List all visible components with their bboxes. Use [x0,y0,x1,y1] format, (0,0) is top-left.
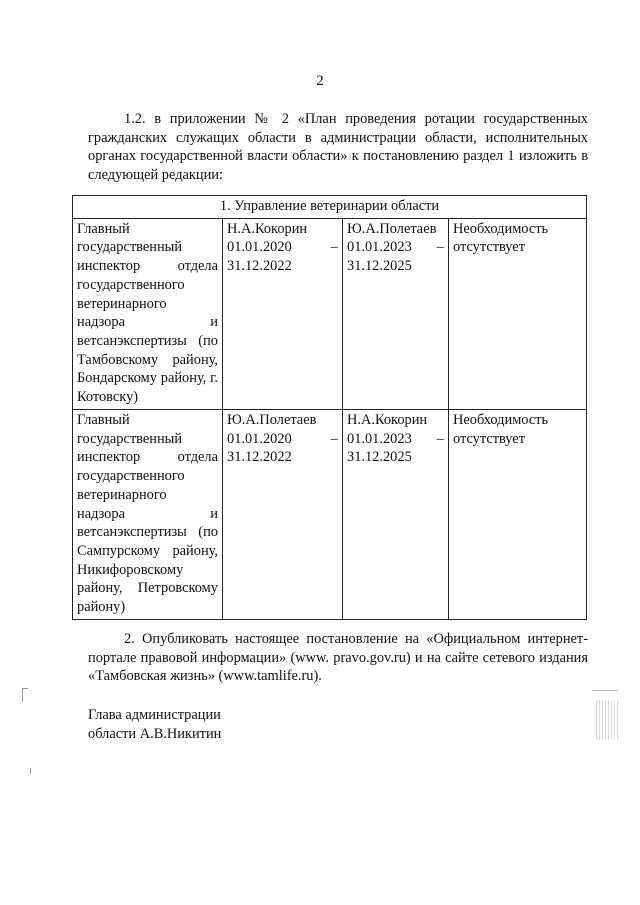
employee-name: Ю.А.Полетаев [347,220,437,237]
period-start [227,430,338,449]
dash: – [330,239,338,256]
scan-artifact [22,688,28,689]
scan-artifact [596,700,618,740]
table-section-row [73,196,587,219]
date-to: 31.12.2025 [347,258,412,275]
period-start [347,430,444,449]
date-from: 01.01.2023 [347,430,412,447]
period-start [227,238,338,257]
signature-name: области А.В.Никитин [88,725,222,742]
dash: – [436,239,444,256]
date-to: 31.12.2022 [227,449,292,466]
signature-title: Глава администрации [88,707,221,723]
period-start [347,238,444,257]
publication-paragraph: 2. Опубликовать настоящее постановление на «Официальном интернет-портале правовой информации» (www. pravo.gov.ru) и на сайте сетевого издания «Тамбовская жизнь» (www.tamlife.ru). [88,631,588,685]
current-employee-cell [223,409,343,619]
scan-artifact [22,688,23,702]
employee-name: Н.А.Кокорин [347,411,428,428]
position-cell: Главный государственный инспектор отдела государственного ветеринарного надзора и ветсанэкспертизы (по Сампурскому району, Никифоровскому району, Петровскому району) [73,409,223,619]
signature-block [88,706,221,743]
dash: – [330,430,338,447]
dash: – [436,430,444,447]
rotation-table [72,195,587,620]
scan-artifact [30,768,31,774]
table-row [73,218,587,409]
next-employee-cell [343,218,449,409]
scan-artifact [592,690,618,691]
current-employee-cell [223,218,343,409]
page-number: 2 [316,73,324,89]
table-row [73,409,587,619]
intro-paragraph: 1.2. в приложении № 2 «План проведения ротации государственных гражданских служащих области в администрации области, исполнительных органах государственной власти области» к постановлению раздел 1 изложить в следующей редакции: [88,111,588,184]
date-to: 31.12.2025 [347,449,412,466]
section-title: 1. Управление ветеринарии области [73,196,587,219]
next-employee-cell [343,409,449,619]
date-from: 01.01.2020 [227,239,292,256]
necessity-cell: Необходимость отсутствует [449,218,587,409]
date-from: 01.01.2020 [227,430,292,447]
necessity-cell: Необходимость отсутствует [449,409,587,619]
employee-name: Ю.А.Полетаев [227,411,317,428]
position-cell: Главный государственный инспектор отдела государственного ветеринарного надзора и ветсанэкспертизы (по Тамбовскому району, Бондарскому району, г. Котовску) [73,218,223,409]
date-from: 01.01.2023 [347,239,412,256]
employee-name: Н.А.Кокорин [227,220,308,237]
date-to: 31.12.2022 [227,258,292,275]
